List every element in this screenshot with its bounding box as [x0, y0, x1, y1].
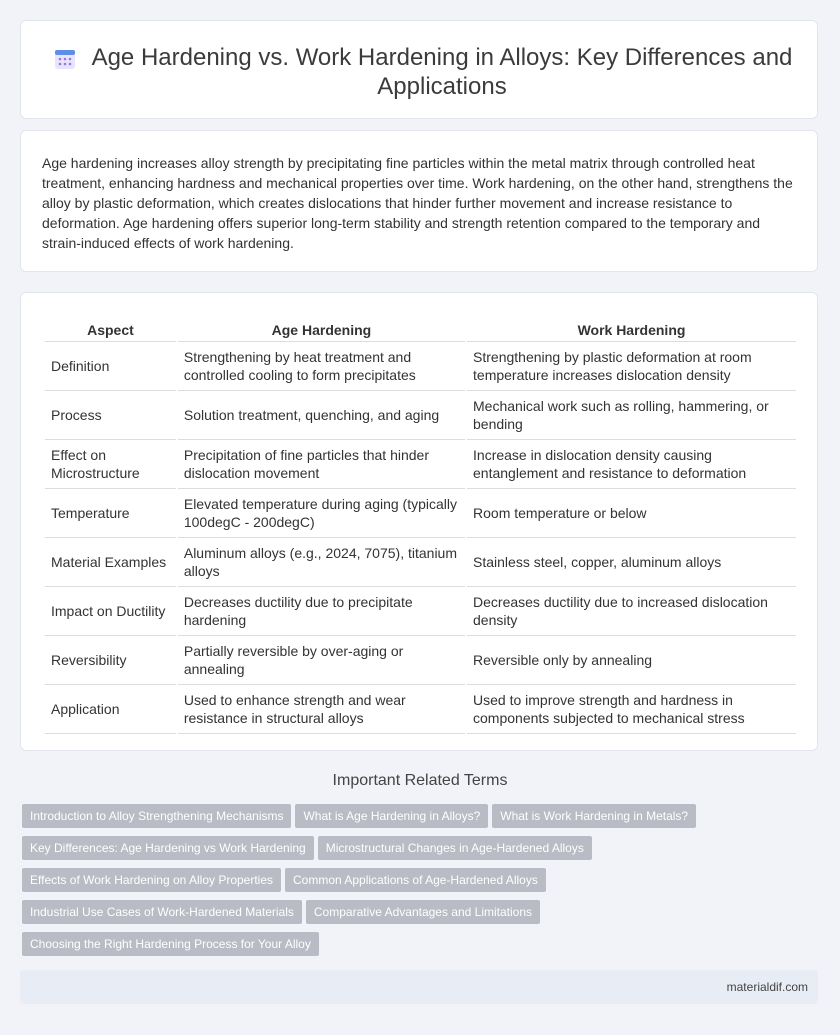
cell-age-hardening: Strengthening by heat treatment and controlled cooling to form precipitates	[178, 342, 465, 391]
cell-aspect: Material Examples	[45, 538, 176, 587]
cell-work-hardening: Mechanical work such as rolling, hammering, or bending	[467, 391, 796, 440]
comparison-card	[20, 292, 818, 751]
footer-site-link[interactable]: materialdif.com	[726, 980, 808, 994]
cell-aspect: Impact on Ductility	[45, 587, 176, 636]
page-title: Age Hardening vs. Work Hardening in Alloys: Key Differences and Applications	[91, 44, 793, 100]
intro-paragraph: Age hardening increases alloy strength by precipitating fine particles within the metal matrix through controlled heat treatment, enhancing hardness and mechanical properties over time. Work hardening, on the other hand, strengthens the alloy by plastic deformation, which creates dislocations that hinder further movement and increase resistance to deformation. Age hardening offers superior long-term stability and strength retention compared to the temporary and strain-induced effects of work hardening.	[42, 155, 793, 251]
cell-age-hardening: Aluminum alloys (e.g., 2024, 7075), titanium alloys	[178, 538, 465, 587]
cell-work-hardening: Decreases ductility due to increased dislocation density	[467, 587, 796, 636]
cell-aspect: Reversibility	[45, 636, 176, 685]
cell-aspect: Effect on Microstructure	[45, 440, 176, 489]
tag-row	[22, 836, 802, 868]
header-aspect: Aspect	[45, 315, 176, 342]
cell-work-hardening: Increase in dislocation density causing entanglement and resistance to deformation	[467, 440, 796, 489]
table-row	[45, 489, 796, 538]
related-term-tag[interactable]: What is Age Hardening in Alloys?	[295, 804, 488, 828]
related-term-tag[interactable]: Choosing the Right Hardening Process for Your Alloy	[22, 932, 319, 956]
cell-work-hardening: Reversible only by annealing	[467, 636, 796, 685]
header-work-hardening: Work Hardening	[467, 315, 796, 342]
related-term-tag[interactable]: Key Differences: Age Hardening vs Work Hardening	[22, 836, 314, 860]
cell-age-hardening: Decreases ductility due to precipitate hardening	[178, 587, 465, 636]
cell-work-hardening: Room temperature or below	[467, 489, 796, 538]
table-row	[45, 440, 796, 489]
tag-row	[22, 868, 802, 900]
table-row	[45, 685, 796, 734]
related-terms-list	[22, 804, 802, 964]
related-term-tag[interactable]: Introduction to Alloy Strengthening Mechanisms	[22, 804, 291, 828]
intro-card	[20, 130, 818, 272]
related-term-tag[interactable]: Comparative Advantages and Limitations	[306, 900, 540, 924]
cell-age-hardening: Partially reversible by over-aging or annealing	[178, 636, 465, 685]
table-row	[45, 342, 796, 391]
related-term-tag[interactable]: Common Applications of Age-Hardened Alloys	[285, 868, 546, 892]
related-terms-heading: Important Related Terms	[332, 772, 508, 789]
table-row	[45, 636, 796, 685]
related-term-tag[interactable]: Effects of Work Hardening on Alloy Properties	[22, 868, 281, 892]
related-term-tag[interactable]: Industrial Use Cases of Work-Hardened Materials	[22, 900, 302, 924]
cell-age-hardening: Solution treatment, quenching, and aging	[178, 391, 465, 440]
cell-aspect: Temperature	[45, 489, 176, 538]
tag-row	[22, 900, 802, 932]
table-header-row	[45, 315, 796, 342]
related-term-tag[interactable]: What is Work Hardening in Metals?	[492, 804, 696, 828]
cell-aspect: Application	[45, 685, 176, 734]
cell-work-hardening: Used to improve strength and hardness in components subjected to mechanical stress	[467, 685, 796, 734]
table-row	[45, 587, 796, 636]
table-row	[45, 391, 796, 440]
header-age-hardening: Age Hardening	[178, 315, 465, 342]
table-row	[45, 538, 796, 587]
cell-work-hardening: Stainless steel, copper, aluminum alloys	[467, 538, 796, 587]
cell-age-hardening: Precipitation of fine particles that hinder dislocation movement	[178, 440, 465, 489]
title-card	[20, 20, 818, 119]
tag-row	[22, 932, 802, 964]
footer-bar	[20, 970, 818, 1004]
cell-aspect: Process	[45, 391, 176, 440]
comparison-table	[43, 315, 798, 734]
cell-age-hardening: Elevated temperature during aging (typically 100degC - 200degC)	[178, 489, 465, 538]
cell-age-hardening: Used to enhance strength and wear resistance in structural alloys	[178, 685, 465, 734]
related-term-tag[interactable]: Microstructural Changes in Age-Hardened Alloys	[318, 836, 592, 860]
cell-work-hardening: Strengthening by plastic deformation at room temperature increases dislocation density	[467, 342, 796, 391]
tag-row	[22, 804, 802, 836]
cell-aspect: Definition	[45, 342, 176, 391]
